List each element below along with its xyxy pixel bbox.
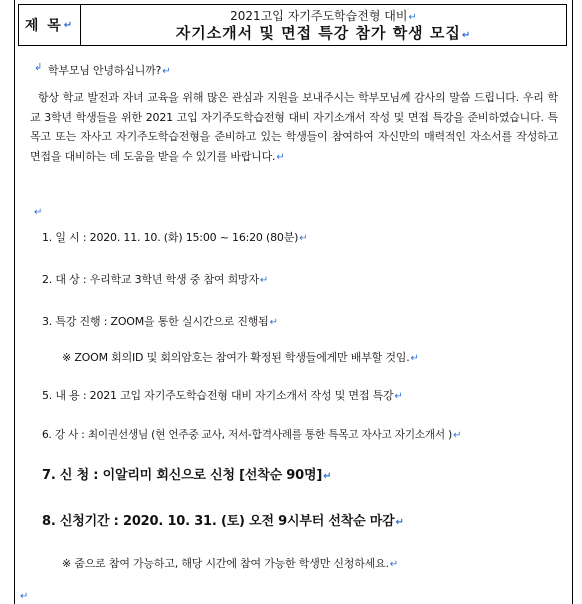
- title-content-cell: [81, 5, 566, 45]
- paragraph-mark: ↵: [408, 11, 417, 23]
- document-subtitle: 2021고입 자기주도학습전형 대비: [230, 8, 408, 23]
- list-item: 1. 일 시 : 2020. 11. 10. (화) 15:00 ~ 16:20 (80분)↵: [42, 231, 308, 244]
- list-item: 5. 내 용 : 2021 고입 자기주도학습전형 대비 자기소개서 작성 및 면접 특강↵: [42, 389, 403, 402]
- right-margin-line: [572, 0, 573, 604]
- note-item: ※ ZOOM 회의ID 및 회의암호는 참여가 확정된 학생들에게만 배부할 것임.↵: [62, 351, 419, 364]
- paragraph-mark: ↲: [34, 62, 43, 73]
- list-item: 3. 특강 진행 : ZOOM을 통한 실시간으로 진행됨↵: [42, 315, 278, 328]
- paragraph-mark: ↵: [34, 207, 43, 218]
- left-margin-line: [14, 0, 15, 604]
- title-label-cell: [19, 5, 81, 45]
- list-item: 6. 강 사 : 최이권선생님 (현 언주중 교사, 저서-합격사례를 통한 특목고 자사고 자기소개서 )↵: [42, 429, 462, 441]
- paragraph-mark: ↵: [461, 29, 472, 41]
- note-item: ※ 줌으로 참여 가능하고, 해당 시간에 참여 가능한 학생만 신청하세요.↵: [62, 557, 398, 570]
- list-item: 8. 신청기간 : 2020. 10. 31. (토) 오전 9시부터 선착순 마감↵: [42, 514, 404, 529]
- document-title: 자기소개서 및 면접 특강 참가 학생 모집: [175, 23, 461, 42]
- greeting-text: 학부모님 안녕하십니까?↵: [48, 64, 171, 77]
- title-label: 제 목: [24, 18, 63, 34]
- paragraph-mark: ↵: [63, 19, 75, 31]
- paragraph-mark: ↵: [20, 591, 29, 602]
- list-item: 7. 신 청 : 이알리미 회신으로 신청 [선착순 90명]↵: [42, 468, 332, 483]
- intro-paragraph: 항상 학교 발전과 자녀 교육을 위해 많은 관심과 지원을 보내주시는 학부모님께 감사의 말씀 드립니다. 우리 학교 3학년 학생들을 위한 2021 고입 자기주도학습전형 대비 자기소개서 작성 및 면접 특강을 준비하였습니다. 특목고 또는 자사고 자기주도학습전형을 준비하고 있는 학생들이 참여하여 자신만의 매력적인 자소서를 작성하고 면접을 대비하는 데 도움을 받을 수 있기를 바랍니다.↵: [30, 91, 558, 163]
- list-item: 2. 대 상 : 우리학교 3학년 학생 중 참여 희망자↵: [42, 273, 269, 286]
- title-table: [18, 4, 567, 46]
